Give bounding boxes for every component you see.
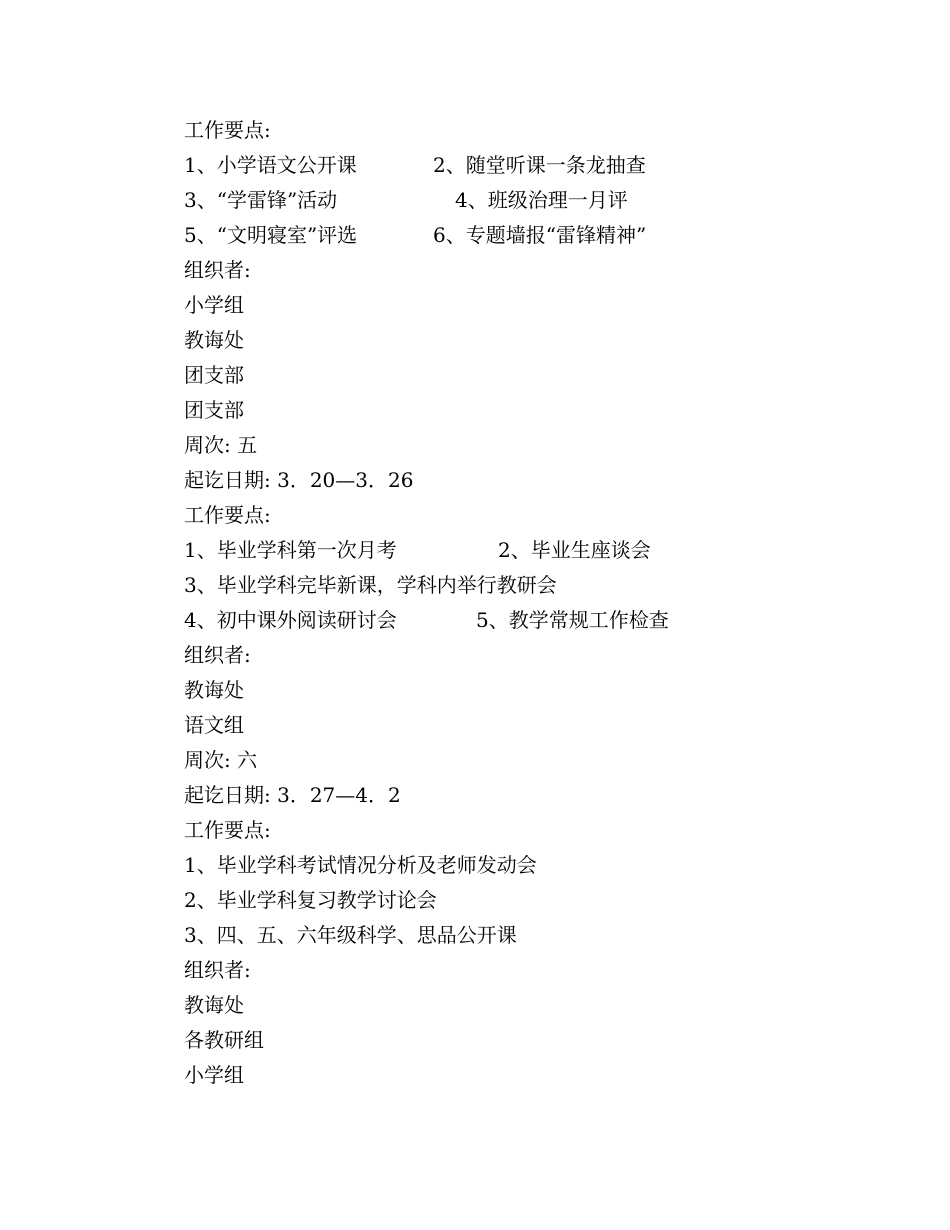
line-week-number: [184, 433, 257, 457]
line-week4-item-1-2: [184, 153, 646, 177]
line-text: 1、小学语文公开课: [184, 153, 357, 177]
line-organizer-heading: [184, 643, 251, 667]
line-organizer: [184, 713, 244, 737]
line-text: 组织者:: [184, 958, 251, 982]
line-organizer: [184, 1063, 244, 1087]
line-text: 2、毕业学科复习教学讨论会: [184, 888, 437, 912]
line-text-col2: 4、班级治理一月评: [455, 188, 628, 212]
line-text: 3、“学雷锋”活动: [184, 188, 338, 212]
line-text: 小学组: [184, 1063, 244, 1087]
line-organizer: [184, 293, 244, 317]
line-text: 教诲处: [184, 328, 244, 352]
line-organizer: [184, 363, 244, 387]
line-text: 工作要点:: [184, 818, 271, 842]
line-text: 教诲处: [184, 993, 244, 1017]
line-week4-item-3-4: [184, 188, 628, 212]
line-text: 1、毕业学科第一次月考: [184, 538, 397, 562]
line-text-col2: 2、毕业生座谈会: [498, 538, 651, 562]
line-week5-item-3: [184, 573, 557, 597]
line-text: 教诲处: [184, 678, 244, 702]
line-week5-item-1-2: [184, 538, 651, 562]
line-organizer: [184, 328, 244, 352]
line-text: 3、四、五、六年级科学、思品公开课: [184, 923, 517, 947]
line-text: 语文组: [184, 713, 244, 737]
line-text: 组织者:: [184, 258, 251, 282]
line-organizer: [184, 678, 244, 702]
line-organizer-heading: [184, 258, 251, 282]
line-text: 1、毕业学科考试情况分析及老师发动会: [184, 853, 537, 877]
line-week4-item-5-6: [184, 223, 647, 247]
line-text-col2: 6、专题墙报“雷锋精神”: [433, 223, 647, 247]
line-text: 团支部: [184, 363, 244, 387]
line-text: 3、毕业学科完毕新课，学科内举行教研会: [184, 573, 557, 597]
line-text: 起讫日期: 3．20—3．26: [184, 468, 414, 492]
line-text-col2: 5、教学常规工作检查: [476, 608, 669, 632]
line-text-col2: 2、随堂听课一条龙抽查: [433, 153, 646, 177]
line-text: 工作要点:: [184, 118, 271, 142]
line-work-points-heading: [184, 118, 271, 142]
line-text: 起讫日期: 3．27—4．2: [184, 783, 401, 807]
line-text: 组织者:: [184, 643, 251, 667]
line-organizer: [184, 993, 244, 1017]
line-organizer: [184, 398, 244, 422]
line-week-number: [184, 748, 257, 772]
line-text: 工作要点:: [184, 503, 271, 527]
line-text: 各教研组: [184, 1028, 264, 1052]
line-text: 周次: 六: [184, 748, 258, 772]
line-text: 4、初中课外阅读研讨会: [184, 608, 397, 632]
line-work-points-heading: [184, 818, 271, 842]
line-text: 周次: 五: [184, 433, 258, 457]
line-week5-item-4-5: [184, 608, 669, 632]
line-week6-item-1: [184, 853, 537, 877]
line-organizer: [184, 1028, 264, 1052]
line-organizer-heading: [184, 958, 251, 982]
line-date-range: [184, 783, 401, 807]
line-week6-item-3: [184, 923, 517, 947]
line-text: 团支部: [184, 398, 244, 422]
line-text: 5、“文明寝室”评选: [184, 223, 358, 247]
line-date-range: [184, 468, 413, 492]
line-week6-item-2: [184, 888, 437, 912]
line-work-points-heading: [184, 503, 271, 527]
line-text: 小学组: [184, 293, 244, 317]
